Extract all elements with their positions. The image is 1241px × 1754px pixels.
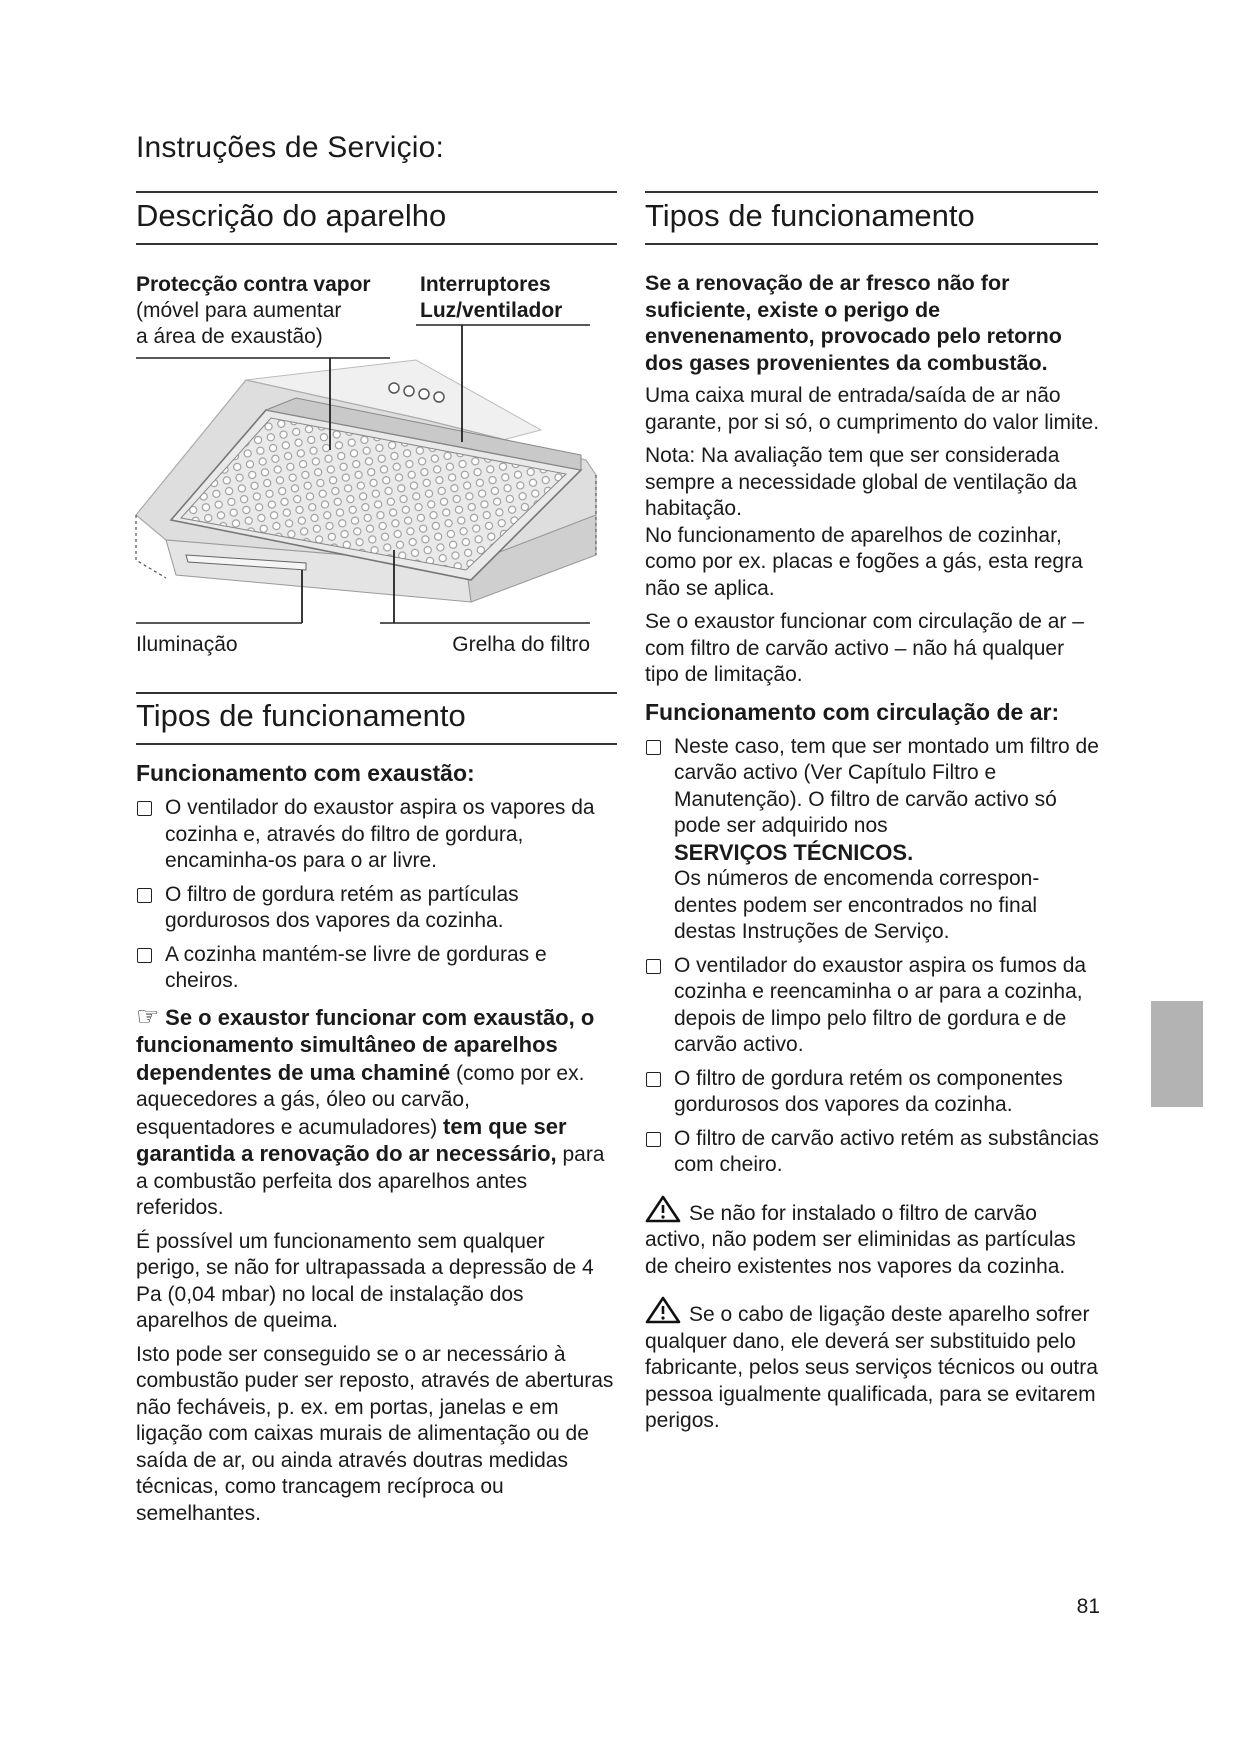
divider bbox=[136, 243, 617, 245]
section-title-description: Descrição do aparelho bbox=[136, 198, 447, 233]
callout-lines bbox=[130, 320, 610, 630]
checkbox-bullet-icon bbox=[137, 801, 152, 816]
checkbox-bullet-icon bbox=[137, 948, 152, 963]
label-lighting: Iluminação bbox=[136, 633, 238, 656]
list-item bbox=[645, 734, 1100, 946]
checkbox-bullet-icon bbox=[646, 959, 661, 974]
left-body bbox=[136, 760, 614, 1534]
warning-poisoning: Se a renovação de ar fresco não for suficiente, existe o perigo de envenenamento, provocado pelo retorno dos gases provenientes da combustão. bbox=[645, 271, 1062, 375]
note-text-2: para a combustão perfeita dos aparelhos antes referidos. bbox=[136, 1143, 605, 1219]
list-item-text: Neste caso, tem que ser montado um filtro de carvão activo (Ver Capítulo Filtro e Manutenção). O filtro de carvão activo só pode ser adquirido nos bbox=[674, 734, 1099, 837]
divider bbox=[136, 191, 617, 193]
right-body bbox=[645, 270, 1100, 1442]
paragraph: Nota: Na avaliação tem que ser considerada sempre a necessidade global de ventilação da habitação. bbox=[645, 444, 1077, 520]
list-item bbox=[136, 795, 614, 875]
subheading-recirculation-mode: Funcionamento com circulação de ar: bbox=[645, 698, 1060, 725]
note-chimney bbox=[136, 1000, 614, 1222]
note-bold-2: tem que ser garantida a renovação do ar necessário, bbox=[136, 1113, 567, 1166]
section-title-operating-modes-left: Tipos de funcionamento bbox=[136, 698, 466, 733]
note-bold-1: Se o exaustor funcionar com exaustão, o funcionamento simultâneo de aparelhos dependentes de uma chaminé bbox=[136, 1004, 595, 1085]
divider bbox=[136, 692, 617, 694]
list-item-text: A cozinha mantém-se livre de gorduras e cheiros. bbox=[165, 942, 547, 992]
warning-text: Se o cabo de ligação deste aparelho sofrer qualquer dano, ele deverá ser substituido pelo fabricante, pelos seus serviços técnicos ou outra pessoa igualmente qualificada, para se evitarem perigos. bbox=[645, 1303, 1098, 1432]
paragraph: É possível um funcionamento sem qualquer perigo, se não for ultrapassada a depressão de 4 Pa (0,04 mbar) no local de instalação dos aparelhos de queima. bbox=[136, 1229, 594, 1332]
label-steam-protection-line2: a área de exaustão) bbox=[136, 325, 323, 348]
paragraph: Isto pode ser conseguido se o ar necessário à combustão puder ser reposto, através de aberturas não fecháveis, p. ex. em portas, janelas e em ligação com caixas murais de alimentação ou de saída de ar, ou ainda através doutras medidas técnicas, como trancagem recíproca ou semelhantes. bbox=[136, 1342, 614, 1525]
warning-triangle-icon bbox=[645, 1296, 681, 1324]
divider bbox=[136, 743, 617, 745]
list-item bbox=[645, 1126, 1100, 1179]
label-switches bbox=[420, 272, 610, 324]
paragraph: Se o exaustor funcionar com circulação de ar – com filtro de carvão activo – não há qualquer tipo de limitação. bbox=[645, 610, 1084, 686]
warning-text: Se não for instalado o filtro de carvão activo, não podem ser eliminidas as partículas de cheiro existentes nos vapores da cozinha. bbox=[645, 1201, 1076, 1278]
paragraph: No funcionamento de aparelhos de cozinhar, como por ex. placas e fogões a gás, esta regra não se aplica. bbox=[645, 523, 1083, 600]
label-filter-grille: Grelha do filtro bbox=[452, 633, 590, 656]
page-number: 81 bbox=[1076, 1595, 1100, 1618]
warning-block bbox=[645, 1195, 1100, 1281]
checkbox-bullet-icon bbox=[137, 888, 152, 903]
list-item-text: Os números de encomenda correspon-dentes podem ser encontrados no final destas Instruções de Serviço. bbox=[674, 867, 1040, 943]
list-item-text: O ventilador do exaustor aspira os vapores da cozinha e, através do filtro de gordura, encaminha-os para o ar livre. bbox=[165, 796, 595, 872]
list-item-text: O filtro de gordura retém as partículas gordurosos dos vapores da cozinha. bbox=[165, 882, 519, 932]
pointing-hand-icon: ☞ bbox=[136, 1000, 160, 1031]
page-title: Instruções de Serviçio: bbox=[136, 131, 445, 164]
label-steam-protection-title: Protecção contra vapor bbox=[136, 273, 371, 296]
list-item-text: O filtro de carvão activo retém as substâncias com cheiro. bbox=[674, 1126, 1099, 1176]
list-item-text: O ventilador do exaustor aspira os fumos da cozinha e reencaminha o ar para a cozinha, depois de limpo pelo filtro de gordura e de carvão activo. bbox=[674, 953, 1087, 1056]
checkbox-bullet-icon bbox=[646, 740, 661, 755]
label-switches-line2: Luz/ventilador bbox=[420, 299, 563, 322]
language-thumb-tab bbox=[1151, 1001, 1203, 1107]
warning-triangle-icon bbox=[645, 1195, 681, 1223]
list-item bbox=[645, 1066, 1100, 1119]
list-item-text: O filtro de gordura retém os componentes gordurosos dos vapores da cozinha. bbox=[674, 1066, 1063, 1116]
label-steam-protection-line1: (móvel para aumentar bbox=[136, 299, 342, 322]
service-label: SERVIÇOS TÉCNICOS. bbox=[674, 839, 914, 865]
list-item bbox=[136, 882, 614, 935]
label-switches-line1: Interruptores bbox=[420, 273, 551, 296]
note-text-1: (como por ex. aquecedores a gás, óleo ou carvão, esquentadores e acumuladores) bbox=[136, 1061, 585, 1139]
warning-block bbox=[645, 1296, 1100, 1435]
subheading-exhaust-mode: Funcionamento com exaustão: bbox=[136, 760, 475, 786]
paragraph: Uma caixa mural de entrada/saída de ar não garante, por si só, o cumprimento do valor limite. bbox=[645, 384, 1100, 434]
list-item bbox=[645, 953, 1100, 1059]
checkbox-bullet-icon bbox=[646, 1072, 661, 1087]
list-item bbox=[136, 942, 614, 995]
checkbox-bullet-icon bbox=[646, 1132, 661, 1147]
divider bbox=[645, 191, 1098, 193]
section-title-operating-modes-right: Tipos de funcionamento bbox=[645, 198, 975, 233]
divider bbox=[645, 243, 1098, 245]
